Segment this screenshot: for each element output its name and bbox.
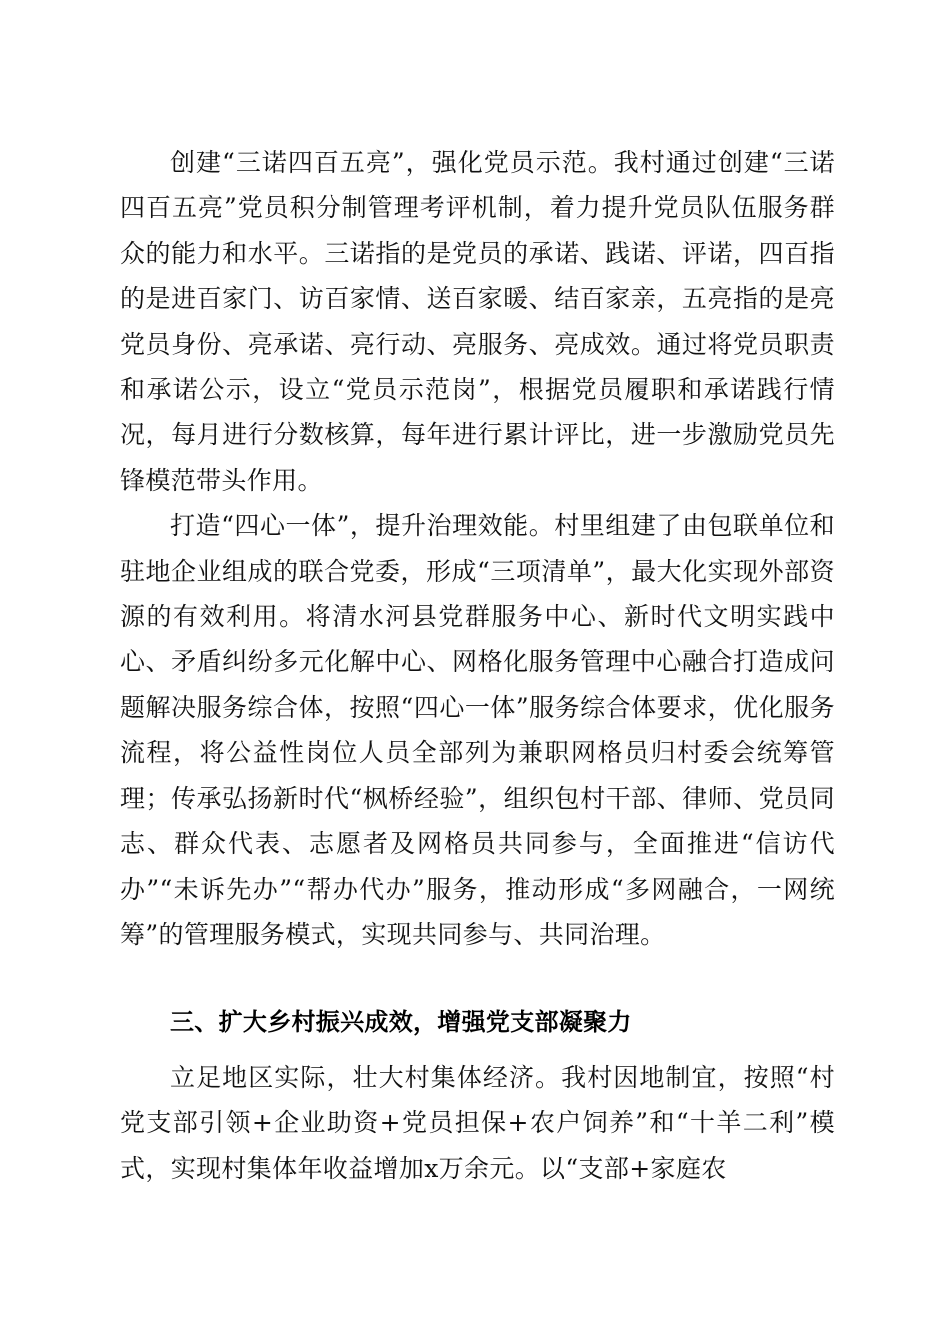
section-heading: 三、扩大乡村振兴成效，增强党支部凝聚力 bbox=[170, 1008, 632, 1036]
body-text-lower bbox=[120, 1055, 835, 1191]
paragraph-party-member-model: 创建“三诺四百五亮”，强化党员示范。我村通过创建“三诺四百五亮”党员积分制管理考评机制，着力提升党员队伍服务群众的能力和水平。三诺指的是党员的承诺、践诺、评诺，四百指的是进百家门、访百家情、送百家暖、结百家亲，五亮指的是亮党员身份、亮承诺、亮行动、亮服务、亮成效。通过将党员职责和承诺公示，设立“党员示范岗”，根据党员履职和承诺践行情况，每月进行分数核算，每年进行累计评比，进一步激励党员先锋模范带头作用。 bbox=[120, 148, 835, 495]
paragraph-governance-efficiency: 打造“四心一体”，提升治理效能。村里组建了由包联单位和驻地企业组成的联合党委，形成“三项清单”，最大化实现外部资源的有效利用。将清水河县党群服务中心、新时代文明实践中心、矛盾纠纷多元化解中心、网格化服务管理中心融合打造成问题解决服务综合体，按照“四心一体”服务综合体要求，优化服务流程，将公益性岗位人员全部列为兼职网格员归村委会统筹管理；传承弘扬新时代“枫桥经验”，组织包村干部、律师、党员同志、群众代表、志愿者及网格员共同参与，全面推进“信访代办”“未诉先办”“帮办代办”服务，推动形成“多网融合，一网统筹”的管理服务模式，实现共同参与、共同治理。 bbox=[120, 511, 835, 949]
paragraph-collective-economy: 立足地区实际，壮大村集体经济。我村因地制宜，按照“村党支部引领+企业助资+党员担保+农户饲养”和“十羊二利”模式，实现村集体年收益增加x万余元。以“支部+家庭农 bbox=[120, 1063, 835, 1183]
body-text-upper bbox=[120, 140, 835, 957]
